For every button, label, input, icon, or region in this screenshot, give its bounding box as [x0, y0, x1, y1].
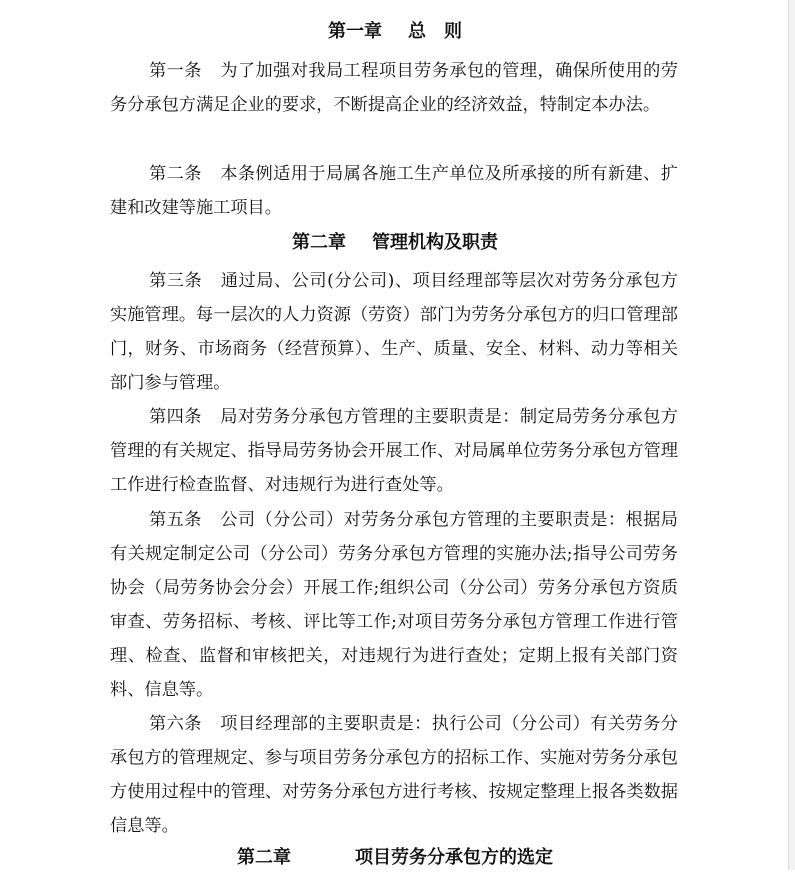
article-text: 项目经理部的主要职责是：执行公司（分公司）有关劳务分承包方的管理规定、参与项目劳务分承包方的招标工作、实施对劳务分承包方使用过程中的管理、对劳务分承包方进行考核、按规定整理上报各类数据信息等。: [110, 714, 678, 836]
article-number: 第六条: [149, 714, 202, 734]
chapter-title: 项目劳务分承包方的选定: [355, 847, 553, 868]
chapter-number: 第二章: [292, 232, 346, 253]
article-number: 第一条: [149, 61, 202, 81]
article-text: 局对劳务分承包方管理的主要职责是：制定局劳务分承包方管理的有关规定、指导局劳务协会开展工作、对局属单位劳务分承包方管理工作进行检查监督、对违规行为进行查处等。: [110, 407, 678, 495]
article-number: 第二条: [149, 164, 202, 184]
chapter-title: 管理机构及职责: [372, 232, 498, 253]
article-text: 公司（分公司）对劳务分承包方管理的主要职责是：根据局有关规定制定公司（分公司）劳务分承包方管理的实施办法;指导公司劳务协会（局劳务协会分会）开展工作;组织公司（分公司）劳务分承包方资质审查、劳务招标、考核、评比等工作;对项目劳务分承包方管理工作进行管理、检查、监督和审核把关，对违规行为进行查处；定期上报有关部门资料、信息等。: [110, 510, 678, 700]
article-number: 第三条: [149, 271, 203, 291]
article-1: [110, 54, 678, 122]
article-4: [110, 400, 678, 502]
page-edge: [788, 0, 795, 870]
article-number: 第四条: [149, 407, 202, 427]
article-text: 为了加强对我局工程项目劳务承包的管理，确保所使用的劳务分承包方满足企业的要求，不断提高企业的经济效益，特制定本办法。: [110, 61, 678, 115]
article-3: [110, 264, 678, 400]
chapter-number: 第一章: [328, 21, 382, 42]
article-2: [110, 157, 678, 225]
chapter-2-heading: [110, 226, 680, 260]
article-6: [110, 707, 678, 843]
article-text: 通过局、公司(分公司)、项目经理部等层次对劳务分承包方实施管理。每一层次的人力资源（劳资）部门为劳务分承包方的归口管理部门，财务、市场商务（经营预算）、生产、质量、安全、材料、动力等相关部门参与管理。: [110, 271, 678, 393]
article-number: 第五条: [149, 510, 202, 530]
article-5: [110, 503, 678, 707]
chapter-number: 第二章: [237, 847, 291, 868]
article-text: 本条例适用于局属各施工生产单位及所承接的所有新建、扩建和改建等施工项目。: [110, 164, 678, 218]
chapter-title: 总 则: [408, 21, 462, 42]
chapter-1-heading: [110, 15, 680, 49]
